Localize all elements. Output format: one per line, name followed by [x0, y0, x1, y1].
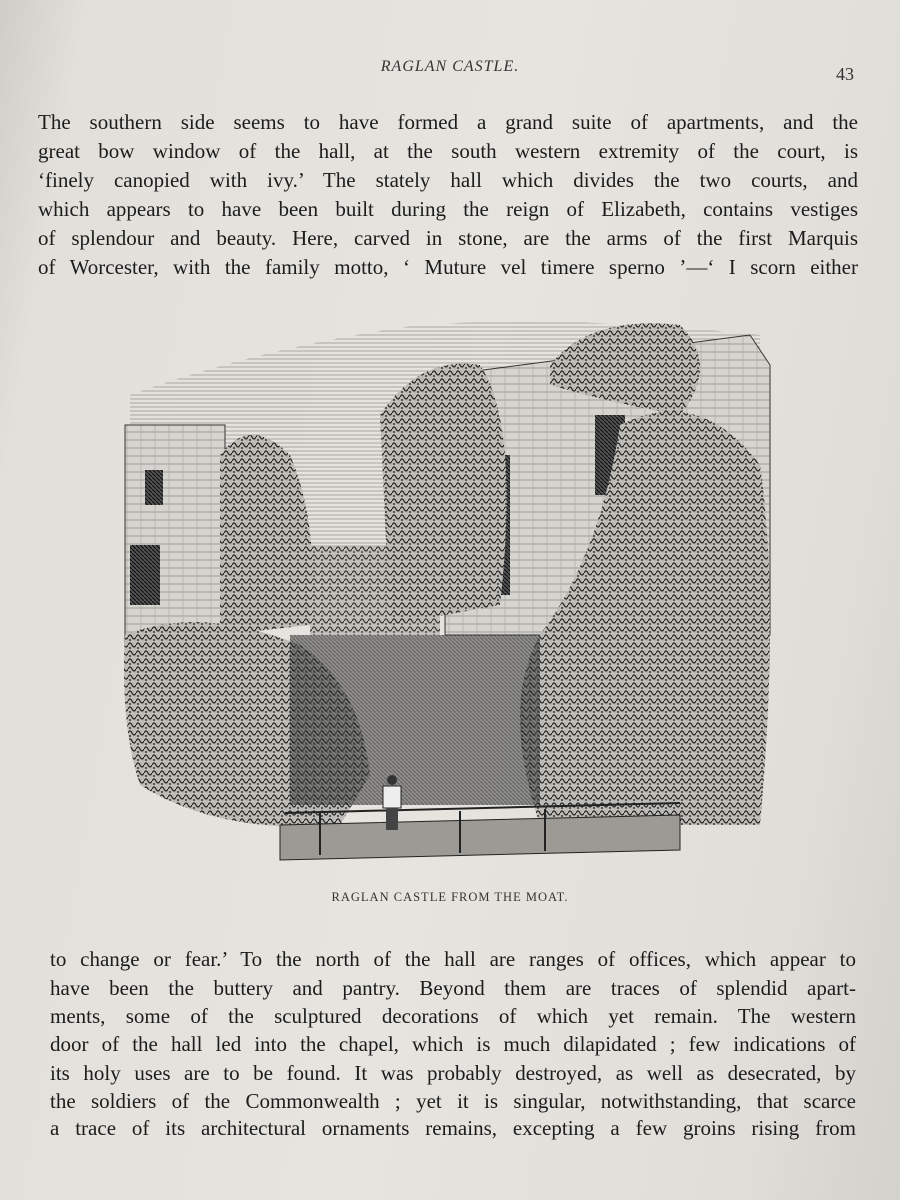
text-line: the soldiers of the Commonwealth ; yet it is singular, notwithstanding, that scarce — [50, 1089, 856, 1113]
text-line: its holy uses are to be found. It was probably destroyed, as well as desecrated, by — [50, 1061, 856, 1085]
text-line: of Worcester, with the family motto, ‘ Muture vel timere sperno ’—‘ I scorn either — [38, 255, 858, 279]
text-line: have been the buttery and pantry. Beyond them are traces of splendid apart- — [50, 976, 856, 1000]
text-line: of splendour and beauty. Here, carved in stone, are the arms of the first Marquis — [38, 226, 858, 250]
text-line: to change or fear.’ To the north of the hall are ranges of offices, which appear to — [50, 947, 856, 971]
text-line: The southern side seems to have formed a grand suite of apartments, and the — [38, 110, 858, 134]
text-line: door of the hall led into the chapel, which is much dilapidated ; few indications of — [50, 1032, 856, 1056]
text-line: a trace of its architectural ornaments remains, excepting a few groins rising from — [50, 1116, 856, 1140]
text-line: great bow window of the hall, at the south western extremity of the court, is — [38, 139, 858, 163]
illustration-caption: RAGLAN CASTLE FROM THE MOAT. — [331, 890, 569, 904]
page-number: 43 — [836, 64, 854, 84]
engraving-illustration — [120, 305, 780, 870]
text-line: ‘finely canopied with ivy.’ The stately hall which divides the two courts, and — [38, 168, 858, 192]
text-line: ments, some of the sculptured decorations of which yet remain. The western — [50, 1004, 856, 1028]
running-head: RAGLAN CASTLE. — [380, 58, 520, 75]
text-line: which appears to have been built during the reign of Elizabeth, contains vestiges — [38, 197, 858, 221]
